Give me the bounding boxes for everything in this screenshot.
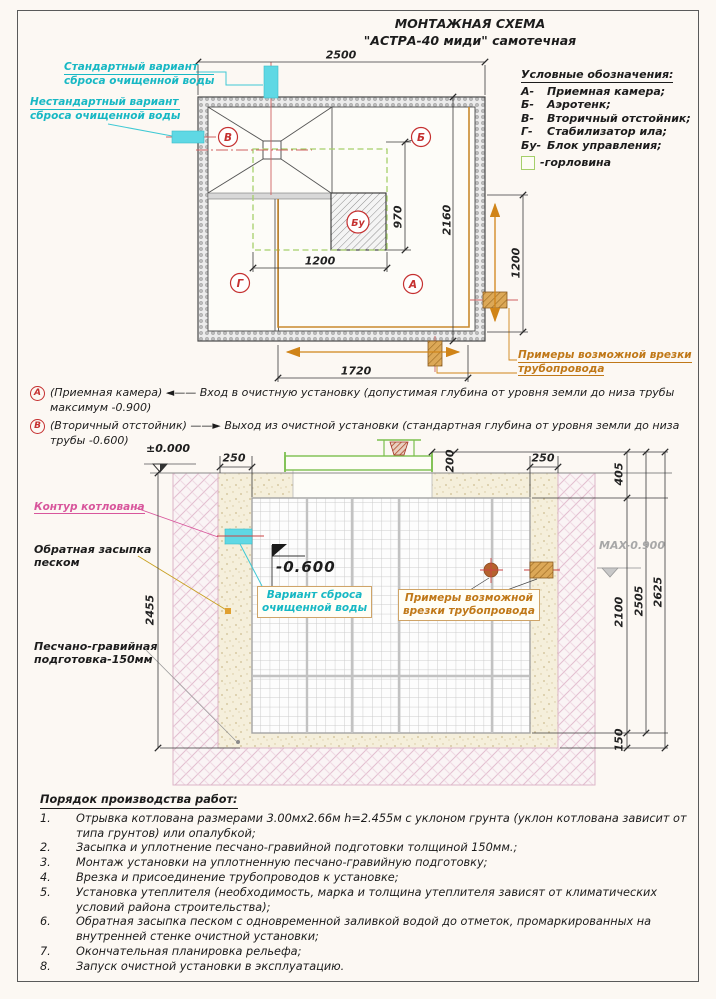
procedure-item xyxy=(40,915,688,945)
legend-item xyxy=(521,85,691,99)
nonstandard-discharge-label xyxy=(30,96,180,122)
item-number: 3. xyxy=(40,856,51,870)
dim-2455: 2455 xyxy=(143,594,157,626)
item-text: Запуск очистной установки в эксплуатацию. xyxy=(76,959,345,973)
discharge-box-line2: очищенной воды xyxy=(262,602,368,614)
dim-2625: 2625 xyxy=(651,576,665,608)
pipe-stub-bottom xyxy=(428,341,442,366)
dim-2500: 2500 xyxy=(325,48,357,62)
legend-item xyxy=(521,139,691,153)
pipe-examples-line1: Примеры возможной врезки xyxy=(518,349,692,361)
tank-lid xyxy=(285,452,432,472)
item-number: 6. xyxy=(40,915,51,929)
soil-right xyxy=(558,473,595,748)
level-max-900: MAX-0.900 xyxy=(599,539,665,552)
legend-item xyxy=(521,125,691,139)
procedure-item xyxy=(40,886,688,916)
item-number: 1. xyxy=(40,811,51,825)
zero-level-mark xyxy=(144,464,196,472)
nonstandard-discharge-line2: сброса очищенной воды xyxy=(30,109,181,122)
note-outlet xyxy=(30,418,690,448)
item-text: Окончательная планировка рельефа; xyxy=(76,944,302,958)
legend-key: Бу- xyxy=(521,138,542,152)
item-text: Обратная засыпка песком с одновременной заливкой водой до отметок, промаркированных на внутренней стенке очистной установки; xyxy=(76,915,652,944)
legend-neck-item xyxy=(521,156,691,170)
neck-square-icon xyxy=(521,156,535,170)
pipes-box-line2: врезки трубопровода xyxy=(403,605,535,617)
dim-150: 150 xyxy=(612,728,626,752)
item-text: Врезка и присоединение трубопроводов к установке; xyxy=(76,870,399,884)
procedure-item xyxy=(40,856,688,871)
legend-key: А- xyxy=(521,84,535,98)
level-zero: ±0.000 xyxy=(146,442,191,455)
procedure-section xyxy=(40,793,688,975)
bedding-label xyxy=(34,641,157,666)
marker-a: А xyxy=(408,279,418,291)
legend-neck-label: -горловина xyxy=(540,156,612,170)
legend-key: Г- xyxy=(521,125,533,138)
legend-item xyxy=(521,98,691,112)
note-inlet-text: (Приемная камера) ◄—— Вход в очистную установку (допустимая глубина от уровня земли до низа трубы максимум -0.900) xyxy=(50,386,675,414)
backfill-line1: Обратная засыпка xyxy=(34,543,152,556)
pipe-stub-wall-section xyxy=(530,562,553,578)
pipe-examples-box xyxy=(398,589,540,621)
dim-200: 200 xyxy=(443,449,457,473)
standard-discharge-label xyxy=(64,61,214,87)
max-900-level-mark xyxy=(597,568,641,577)
dim-1200-neck: 1200 xyxy=(304,254,336,268)
drawing-title-line2: "АСТРА-40 миди" самотечная xyxy=(363,33,577,48)
legend-heading: Условные обозначения: xyxy=(521,68,674,81)
legend-label: Стабилизатор ила; xyxy=(547,125,668,138)
plan-pipe-examples-label xyxy=(518,349,692,376)
standard-discharge-pipe xyxy=(264,66,278,98)
legend-label: Аэротенк; xyxy=(547,98,611,111)
pipes-box-line1: Примеры возможной xyxy=(404,592,533,604)
legend-item xyxy=(521,112,691,126)
item-number: 4. xyxy=(40,870,51,884)
item-text: Засыпка и уплотнение песчано-гравийной подготовки толщиной 150мм.; xyxy=(76,841,518,855)
note-inlet-marker: А xyxy=(30,386,45,401)
legend-label: Блок управления; xyxy=(547,138,662,152)
nonstandard-discharge-line1: Нестандартный вариант xyxy=(30,96,179,108)
drawing-title-line1: МОНТАЖНАЯ СХЕМА xyxy=(394,16,546,31)
bedding-line1: Песчано-гравийная xyxy=(34,640,158,653)
dim-970: 970 xyxy=(391,205,405,229)
backfill-line2: песком xyxy=(34,555,80,569)
note-outlet-marker: В xyxy=(30,419,45,434)
discharge-box-line1: Вариант сброса xyxy=(266,589,363,601)
pit-contour-text: Контур котлована xyxy=(34,501,145,513)
item-number: 5. xyxy=(40,885,51,899)
legend-key: Б- xyxy=(521,98,534,111)
item-text: Отрывка котлована размерами 3.00мх2.66м h=2.455м с уклоном грунта (уклон котлована зависит от типа грунтов) или опалубкой; xyxy=(76,811,687,840)
procedure-item xyxy=(40,945,688,960)
dim-2100: 2100 xyxy=(612,596,626,628)
dim-1720: 1720 xyxy=(340,364,372,378)
pipe-examples-line2: трубопровода xyxy=(518,362,605,375)
legend-label: Вторичный отстойник; xyxy=(547,111,691,125)
pit-contour-label xyxy=(34,501,145,514)
dim-1200-right: 1200 xyxy=(509,247,523,279)
item-text: Установка утеплителя (необходимость, марка и толщина утеплителя зависят от климатических условий района строительства); xyxy=(76,885,658,914)
item-number: 2. xyxy=(40,841,51,855)
level-minus-600: -0.600 xyxy=(276,558,336,576)
procedure-item xyxy=(40,960,688,975)
item-text: Монтаж установки на уплотненную песчано-гравийную подготовку; xyxy=(76,856,488,870)
discharge-variant-box xyxy=(257,586,372,618)
legend-key: В- xyxy=(521,111,534,125)
backfill-label xyxy=(34,544,151,569)
procedure-heading: Порядок производства работ: xyxy=(40,793,238,809)
nonstandard-discharge-pipe xyxy=(172,131,204,143)
dim-250-right: 250 xyxy=(531,451,555,465)
bedding-line2: подготовка-150мм xyxy=(34,652,153,666)
legend-label: Приемная камера; xyxy=(547,84,666,98)
marker-v: В xyxy=(223,132,233,144)
note-inlet xyxy=(30,385,690,415)
legend xyxy=(521,68,691,170)
standard-discharge-line1: Стандартный вариант xyxy=(64,61,214,75)
soil-left xyxy=(173,473,218,748)
dim-405: 405 xyxy=(612,462,626,486)
procedure-item xyxy=(40,812,688,842)
item-number: 7. xyxy=(40,944,51,958)
marker-bu: Бу xyxy=(351,218,365,229)
discharge-pipe-section xyxy=(225,529,252,544)
standard-discharge-line2: сброса очищенной воды xyxy=(64,74,215,87)
procedure-item xyxy=(40,841,688,856)
soil-bottom xyxy=(173,748,595,785)
marker-g: Г xyxy=(236,278,244,290)
dim-2505: 2505 xyxy=(632,585,646,617)
dim-250-left: 250 xyxy=(222,451,246,465)
dim-2160: 2160 xyxy=(440,204,454,236)
procedure-item xyxy=(40,871,688,886)
item-number: 8. xyxy=(40,959,51,973)
note-outlet-text: (Вторичный отстойник) ——► Выход из очистной установки (стандартная глубина от уровня земли до низа трубы -0.600) xyxy=(50,419,680,447)
marker-b: Б xyxy=(416,132,426,144)
